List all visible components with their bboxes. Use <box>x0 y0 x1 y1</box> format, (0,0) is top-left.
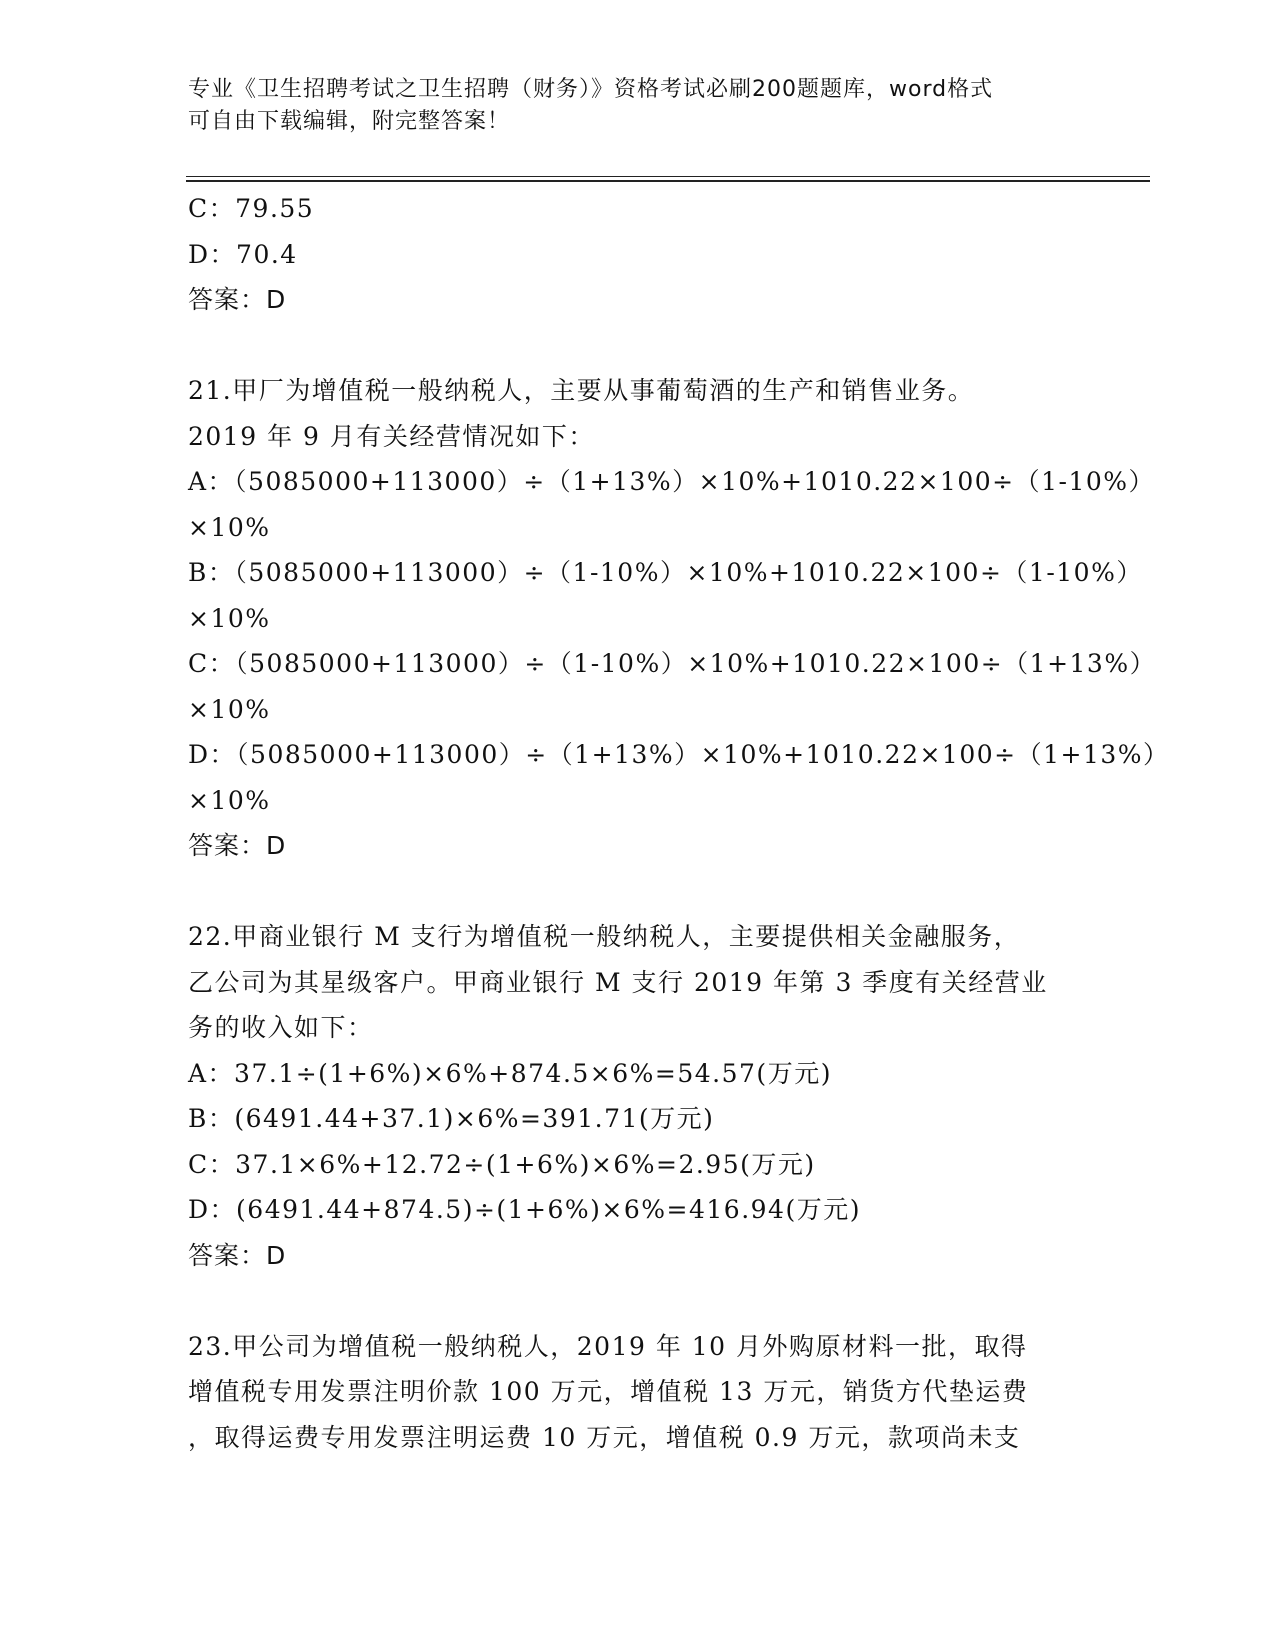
option-b: B：（5085000+113000）÷（1-10%）×10%+1010.22×100÷（1-10%） <box>188 558 1143 587</box>
question-stem: 22.甲商业银行 M 支行为增值税一般纳税人，主要提供相关金融服务， <box>188 922 1021 951</box>
question-stem: 增值税专用发票注明价款 100 万元，增值税 13 万元，销货方代垫运费 <box>188 1377 1029 1406</box>
option-c: C：37.1×6%+12.72÷(1+6%)×6%=2.95(万元) <box>188 1149 816 1179</box>
option-b-cont: ×10% <box>188 603 271 633</box>
spacer <box>188 1278 1088 1324</box>
page-header <box>188 74 1068 138</box>
question-stem: 务的收入如下： <box>188 1013 374 1042</box>
document-body <box>188 186 1170 1460</box>
question-stem: 乙公司为其星级客户。甲商业银行 M 支行 2019 年第 3 季度有关经营业 <box>188 967 1048 997</box>
option-a: A：（5085000+113000）÷（1+13%）×10%+1010.22×100÷（1-10%） <box>188 467 1156 496</box>
spacer <box>188 323 1088 369</box>
answer: 答案：D <box>188 1240 287 1270</box>
option-a: A：37.1÷(1+6%)×6%+874.5×6%=54.57(万元) <box>188 1058 832 1088</box>
option-a-cont: ×10% <box>188 512 271 542</box>
header-line-2: 可自由下载编辑，附完整答案！ <box>188 109 511 134</box>
answer: 答案：D <box>188 831 287 860</box>
option-d-cont: ×10% <box>188 785 271 815</box>
option-d: D：70.4 <box>188 239 298 269</box>
question-21 <box>188 368 1170 869</box>
option-c: C：（5085000+113000）÷（1-10%）×10%+1010.22×100÷（1+13%） <box>188 649 1157 678</box>
header-rule-thin <box>186 176 1150 177</box>
question-22 <box>188 914 1088 1278</box>
option-b: B：(6491.44+37.1)×6%=391.71(万元) <box>188 1104 715 1133</box>
option-c-cont: ×10% <box>188 694 271 724</box>
header-line-1: 专业《卫生招聘考试之卫生招聘（财务）》资格考试必刷200题题库，word格式 <box>188 77 994 102</box>
header-rule-thick <box>186 180 1150 182</box>
question-stem: 21.甲厂为增值税一般纳税人，主要从事葡萄酒的生产和销售业务。 <box>188 376 975 405</box>
question-stem: 23.甲公司为增值税一般纳税人，2019 年 10 月外购原材料一批，取得 <box>188 1331 1028 1361</box>
spacer <box>188 869 1088 915</box>
option-c: C：79.55 <box>188 194 315 223</box>
question-stem: 2019 年 9 月有关经营情况如下： <box>188 421 595 451</box>
question-20-tail <box>188 186 1088 323</box>
answer: 答案：D <box>188 285 287 314</box>
question-23 <box>188 1324 1088 1461</box>
option-d: D：（5085000+113000）÷（1+13%）×10%+1010.22×100÷（1+13%） <box>188 740 1170 769</box>
option-d: D：(6491.44+874.5)÷(1+6%)×6%=416.94(万元) <box>188 1195 861 1224</box>
question-stem: ，取得运费专用发票注明运费 10 万元，增值税 0.9 万元，款项尚未支 <box>188 1422 1021 1452</box>
